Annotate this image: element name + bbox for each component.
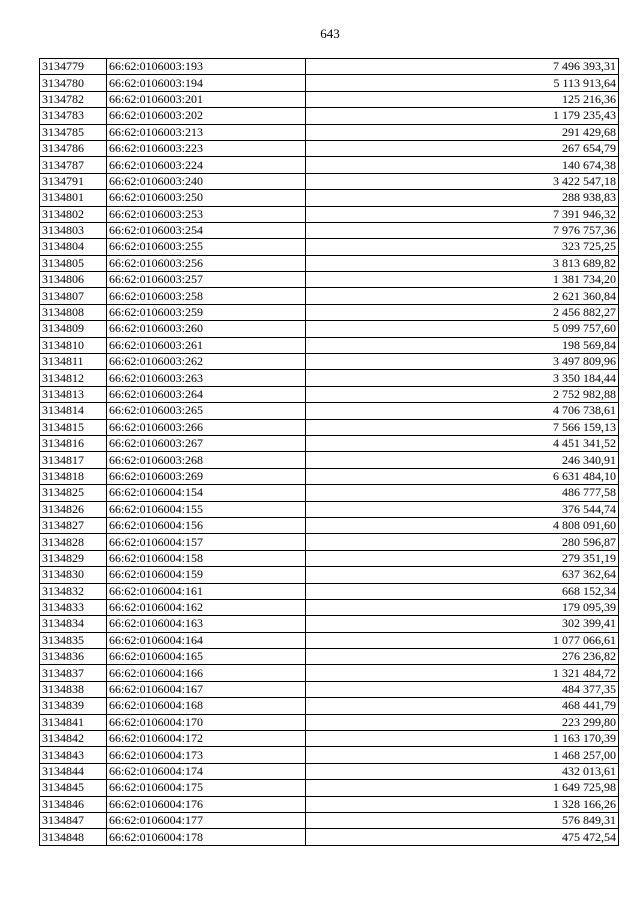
table-row xyxy=(40,714,619,730)
cadastral-number-cell: 66:62:0106004:175 xyxy=(107,780,306,796)
table-row xyxy=(40,91,619,107)
table-row xyxy=(40,386,619,402)
table-row xyxy=(40,124,619,140)
table-row xyxy=(40,222,619,238)
record-id-cell: 3134813 xyxy=(40,386,107,402)
table-row xyxy=(40,140,619,156)
record-id-cell: 3134803 xyxy=(40,222,107,238)
cadastral-number-cell: 66:62:0106003:240 xyxy=(107,173,306,189)
cadastral-number-cell: 66:62:0106004:161 xyxy=(107,583,306,599)
value-cell: 1 649 725,98 xyxy=(306,780,619,796)
value-cell: 668 152,34 xyxy=(306,583,619,599)
value-cell: 291 429,68 xyxy=(306,124,619,140)
cadastral-number-cell: 66:62:0106003:194 xyxy=(107,75,306,91)
table-row xyxy=(40,370,619,386)
cadastral-number-cell: 66:62:0106004:162 xyxy=(107,599,306,615)
table-row xyxy=(40,403,619,419)
cadastral-number-cell: 66:62:0106004:154 xyxy=(107,485,306,501)
table-row xyxy=(40,337,619,353)
record-id-cell: 3134825 xyxy=(40,485,107,501)
table-row xyxy=(40,763,619,779)
value-cell: 2 456 882,27 xyxy=(306,304,619,320)
record-id-cell: 3134779 xyxy=(40,59,107,75)
table-row xyxy=(40,501,619,517)
cadastral-number-cell: 66:62:0106003:263 xyxy=(107,370,306,386)
record-id-cell: 3134836 xyxy=(40,649,107,665)
record-id-cell: 3134826 xyxy=(40,501,107,517)
cadastral-number-cell: 66:62:0106004:170 xyxy=(107,714,306,730)
table-row xyxy=(40,59,619,75)
cadastral-number-cell: 66:62:0106003:257 xyxy=(107,272,306,288)
table-row xyxy=(40,829,619,845)
cadastral-number-cell: 66:62:0106004:176 xyxy=(107,796,306,812)
value-cell: 2 752 982,88 xyxy=(306,386,619,402)
value-cell: 279 351,19 xyxy=(306,550,619,566)
cadastral-number-cell: 66:62:0106004:177 xyxy=(107,812,306,828)
registry-table-body xyxy=(40,59,619,846)
record-id-cell: 3134801 xyxy=(40,190,107,206)
record-id-cell: 3134804 xyxy=(40,239,107,255)
record-id-cell: 3134841 xyxy=(40,714,107,730)
cadastral-number-cell: 66:62:0106004:168 xyxy=(107,698,306,714)
cadastral-number-cell: 66:62:0106004:157 xyxy=(107,534,306,550)
value-cell: 302 399,41 xyxy=(306,616,619,632)
record-id-cell: 3134830 xyxy=(40,567,107,583)
table-row xyxy=(40,583,619,599)
record-id-cell: 3134835 xyxy=(40,632,107,648)
value-cell: 7 391 946,32 xyxy=(306,206,619,222)
cadastral-number-cell: 66:62:0106004:164 xyxy=(107,632,306,648)
value-cell: 1 163 170,39 xyxy=(306,731,619,747)
table-row xyxy=(40,747,619,763)
table-row xyxy=(40,796,619,812)
record-id-cell: 3134828 xyxy=(40,534,107,550)
table-row xyxy=(40,517,619,533)
table-row xyxy=(40,173,619,189)
record-id-cell: 3134833 xyxy=(40,599,107,615)
record-id-cell: 3134815 xyxy=(40,419,107,435)
cadastral-number-cell: 66:62:0106003:258 xyxy=(107,288,306,304)
value-cell: 486 777,58 xyxy=(306,485,619,501)
table-row xyxy=(40,550,619,566)
table-row xyxy=(40,780,619,796)
record-id-cell: 3134844 xyxy=(40,763,107,779)
table-row xyxy=(40,698,619,714)
value-cell: 2 621 360,84 xyxy=(306,288,619,304)
record-id-cell: 3134809 xyxy=(40,321,107,337)
value-cell: 5 113 913,64 xyxy=(306,75,619,91)
value-cell: 246 340,91 xyxy=(306,452,619,468)
value-cell: 1 468 257,00 xyxy=(306,747,619,763)
table-row xyxy=(40,632,619,648)
record-id-cell: 3134802 xyxy=(40,206,107,222)
value-cell: 576 849,31 xyxy=(306,812,619,828)
table-row xyxy=(40,468,619,484)
record-id-cell: 3134848 xyxy=(40,829,107,845)
table-row xyxy=(40,75,619,91)
value-cell: 280 596,87 xyxy=(306,534,619,550)
value-cell: 484 377,35 xyxy=(306,681,619,697)
record-id-cell: 3134786 xyxy=(40,140,107,156)
record-id-cell: 3134814 xyxy=(40,403,107,419)
table-row xyxy=(40,321,619,337)
value-cell: 4 706 738,61 xyxy=(306,403,619,419)
record-id-cell: 3134818 xyxy=(40,468,107,484)
cadastral-number-cell: 66:62:0106003:260 xyxy=(107,321,306,337)
value-cell: 179 095,39 xyxy=(306,599,619,615)
record-id-cell: 3134791 xyxy=(40,173,107,189)
table-row xyxy=(40,649,619,665)
table-row xyxy=(40,731,619,747)
record-id-cell: 3134780 xyxy=(40,75,107,91)
cadastral-number-cell: 66:62:0106003:265 xyxy=(107,403,306,419)
value-cell: 4 808 091,60 xyxy=(306,517,619,533)
value-cell: 637 362,64 xyxy=(306,567,619,583)
page-number: 643 xyxy=(320,26,340,41)
table-row xyxy=(40,599,619,615)
registry-table xyxy=(39,58,619,846)
table-row xyxy=(40,239,619,255)
value-cell: 1 328 166,26 xyxy=(306,796,619,812)
cadastral-number-cell: 66:62:0106003:259 xyxy=(107,304,306,320)
record-id-cell: 3134810 xyxy=(40,337,107,353)
table-row xyxy=(40,681,619,697)
cadastral-number-cell: 66:62:0106004:155 xyxy=(107,501,306,517)
record-id-cell: 3134832 xyxy=(40,583,107,599)
cadastral-number-cell: 66:62:0106003:256 xyxy=(107,255,306,271)
record-id-cell: 3134805 xyxy=(40,255,107,271)
value-cell: 288 938,83 xyxy=(306,190,619,206)
cadastral-number-cell: 66:62:0106004:174 xyxy=(107,763,306,779)
record-id-cell: 3134842 xyxy=(40,731,107,747)
record-id-cell: 3134807 xyxy=(40,288,107,304)
record-id-cell: 3134787 xyxy=(40,157,107,173)
record-id-cell: 3134812 xyxy=(40,370,107,386)
cadastral-number-cell: 66:62:0106003:269 xyxy=(107,468,306,484)
table-row xyxy=(40,616,619,632)
value-cell: 7 976 757,36 xyxy=(306,222,619,238)
cadastral-number-cell: 66:62:0106003:267 xyxy=(107,435,306,451)
value-cell: 3 422 547,18 xyxy=(306,173,619,189)
record-id-cell: 3134843 xyxy=(40,747,107,763)
cadastral-number-cell: 66:62:0106003:262 xyxy=(107,354,306,370)
table-row xyxy=(40,485,619,501)
record-id-cell: 3134839 xyxy=(40,698,107,714)
record-id-cell: 3134808 xyxy=(40,304,107,320)
value-cell: 1 321 484,72 xyxy=(306,665,619,681)
record-id-cell: 3134816 xyxy=(40,435,107,451)
cadastral-number-cell: 66:62:0106004:173 xyxy=(107,747,306,763)
record-id-cell: 3134785 xyxy=(40,124,107,140)
cadastral-number-cell: 66:62:0106003:264 xyxy=(107,386,306,402)
value-cell: 125 216,36 xyxy=(306,91,619,107)
cadastral-number-cell: 66:62:0106003:261 xyxy=(107,337,306,353)
table-row xyxy=(40,812,619,828)
value-cell: 323 725,25 xyxy=(306,239,619,255)
record-id-cell: 3134783 xyxy=(40,108,107,124)
cadastral-number-cell: 66:62:0106004:166 xyxy=(107,665,306,681)
table-row xyxy=(40,255,619,271)
cadastral-number-cell: 66:62:0106003:254 xyxy=(107,222,306,238)
value-cell: 198 569,84 xyxy=(306,337,619,353)
value-cell: 475 472,54 xyxy=(306,829,619,845)
cadastral-number-cell: 66:62:0106003:268 xyxy=(107,452,306,468)
cadastral-number-cell: 66:62:0106003:201 xyxy=(107,91,306,107)
record-id-cell: 3134846 xyxy=(40,796,107,812)
value-cell: 1 179 235,43 xyxy=(306,108,619,124)
value-cell: 7 496 393,31 xyxy=(306,59,619,75)
cadastral-number-cell: 66:62:0106004:172 xyxy=(107,731,306,747)
table-row xyxy=(40,354,619,370)
table-row xyxy=(40,435,619,451)
record-id-cell: 3134837 xyxy=(40,665,107,681)
value-cell: 5 099 757,60 xyxy=(306,321,619,337)
value-cell: 276 236,82 xyxy=(306,649,619,665)
record-id-cell: 3134806 xyxy=(40,272,107,288)
value-cell: 267 654,79 xyxy=(306,140,619,156)
value-cell: 6 631 484,10 xyxy=(306,468,619,484)
record-id-cell: 3134847 xyxy=(40,812,107,828)
cadastral-number-cell: 66:62:0106004:167 xyxy=(107,681,306,697)
table-row xyxy=(40,567,619,583)
record-id-cell: 3134817 xyxy=(40,452,107,468)
value-cell: 7 566 159,13 xyxy=(306,419,619,435)
value-cell: 3 497 809,96 xyxy=(306,354,619,370)
table-row xyxy=(40,304,619,320)
table-row xyxy=(40,108,619,124)
record-id-cell: 3134834 xyxy=(40,616,107,632)
table-row xyxy=(40,419,619,435)
table-row xyxy=(40,206,619,222)
value-cell: 223 299,80 xyxy=(306,714,619,730)
cadastral-number-cell: 66:62:0106004:163 xyxy=(107,616,306,632)
cadastral-number-cell: 66:62:0106004:178 xyxy=(107,829,306,845)
cadastral-number-cell: 66:62:0106003:213 xyxy=(107,124,306,140)
cadastral-number-cell: 66:62:0106004:158 xyxy=(107,550,306,566)
cadastral-number-cell: 66:62:0106004:159 xyxy=(107,567,306,583)
cadastral-number-cell: 66:62:0106004:156 xyxy=(107,517,306,533)
record-id-cell: 3134845 xyxy=(40,780,107,796)
record-id-cell: 3134782 xyxy=(40,91,107,107)
table-row xyxy=(40,190,619,206)
record-id-cell: 3134829 xyxy=(40,550,107,566)
table-row xyxy=(40,665,619,681)
table-row xyxy=(40,157,619,173)
value-cell: 1 381 734,20 xyxy=(306,272,619,288)
cadastral-number-cell: 66:62:0106004:165 xyxy=(107,649,306,665)
value-cell: 4 451 341,52 xyxy=(306,435,619,451)
table-row xyxy=(40,534,619,550)
value-cell: 432 013,61 xyxy=(306,763,619,779)
table-row xyxy=(40,272,619,288)
value-cell: 3 350 184,44 xyxy=(306,370,619,386)
value-cell: 140 674,38 xyxy=(306,157,619,173)
cadastral-number-cell: 66:62:0106003:223 xyxy=(107,140,306,156)
value-cell: 3 813 689,82 xyxy=(306,255,619,271)
record-id-cell: 3134827 xyxy=(40,517,107,533)
value-cell: 376 544,74 xyxy=(306,501,619,517)
cadastral-number-cell: 66:62:0106003:255 xyxy=(107,239,306,255)
cadastral-number-cell: 66:62:0106003:224 xyxy=(107,157,306,173)
value-cell: 468 441,79 xyxy=(306,698,619,714)
table-row xyxy=(40,288,619,304)
cadastral-number-cell: 66:62:0106003:266 xyxy=(107,419,306,435)
cadastral-number-cell: 66:62:0106003:202 xyxy=(107,108,306,124)
cadastral-number-cell: 66:62:0106003:253 xyxy=(107,206,306,222)
cadastral-number-cell: 66:62:0106003:193 xyxy=(107,59,306,75)
cadastral-number-cell: 66:62:0106003:250 xyxy=(107,190,306,206)
value-cell: 1 077 066,61 xyxy=(306,632,619,648)
table-row xyxy=(40,452,619,468)
record-id-cell: 3134838 xyxy=(40,681,107,697)
record-id-cell: 3134811 xyxy=(40,354,107,370)
